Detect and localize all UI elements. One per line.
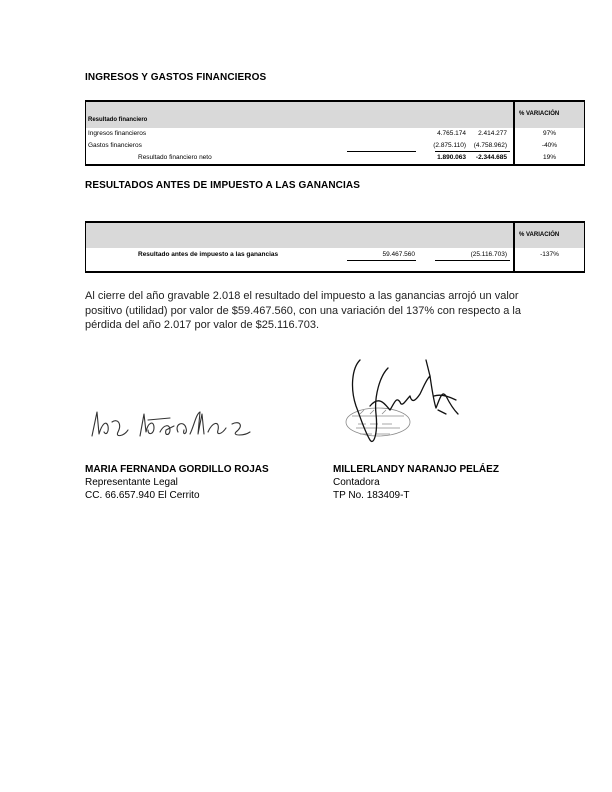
variation-header-label: % VARIACIÓN [519,111,560,117]
row-value-ingresos-2017: 2.414.277 [478,130,507,137]
table-header [86,223,513,248]
row-value-pretax-2017: (25.116.703) [470,251,507,258]
variation-column [514,221,585,273]
underline [435,260,510,261]
signature-right-image [330,350,470,450]
pretax-result-table [85,221,585,273]
row-value-gastos-2017: (4.758.962) [473,142,507,149]
signature-block-right [333,464,499,501]
table-header [86,102,513,128]
row-label-pretax: Resultado antes de impuesto a las ganancias [138,251,279,258]
table-main-box [85,100,514,166]
underline [347,151,416,152]
financial-result-table [85,100,585,164]
section-heading-pretax: RESULTADOS ANTES DE IMPUESTO A LAS GANANCIAS [85,180,360,191]
row-value-neto-2018: 1.890.063 [437,154,466,161]
signatory-role: Representante Legal [85,477,178,488]
signature-left-image [88,402,268,448]
section-heading-financial: INGRESOS Y GASTOS FINANCIEROS [85,72,267,83]
table-main-box [85,221,514,273]
variation-header [515,102,584,128]
row-label-gastos: Gastos financieros [88,142,142,149]
row-label-neto: Resultado financiero neto [138,154,212,161]
variation-header-label: % VARIACIÓN [519,232,560,238]
signature-block-left [85,464,269,501]
signatory-id: CC. 66.657.940 El Cerrito [85,490,200,501]
underline [435,151,510,152]
row-pct-pretax: -137% [540,251,559,258]
underline [347,260,416,261]
signatory-id: TP No. 183409-T [333,490,410,501]
signatory-role: Contadora [333,477,380,488]
signatory-name: MARIA FERNANDA GORDILLO ROJAS [85,464,269,475]
row-label-ingresos: Ingresos financieros [88,130,147,137]
signatory-name: MILLERLANDY NARANJO PELÁEZ [333,464,499,475]
row-value-neto-2017: -2.344.685 [475,154,507,161]
body-paragraph: Al cierre del año gravable 2.018 el resultado del impuesto a las ganancias arrojó un valor positivo (utilidad) por valor de $59.467.560, con una variación del 137% con respecto a la pérdida del año 2.017 por valor de $25.116.703. [85,290,521,331]
row-pct-neto: 19% [542,154,556,161]
row-value-gastos-2018: (2.875.110) [433,142,466,149]
table-header-label: Resultado financiero [88,117,148,123]
row-value-ingresos-2018: 4.765.174 [437,130,466,137]
variation-column [514,100,585,166]
row-pct-ingresos: 97% [542,130,556,137]
row-pct-gastos: -40% [541,142,558,149]
row-value-pretax-2018: 59.467.560 [382,251,415,258]
variation-header [515,223,584,248]
